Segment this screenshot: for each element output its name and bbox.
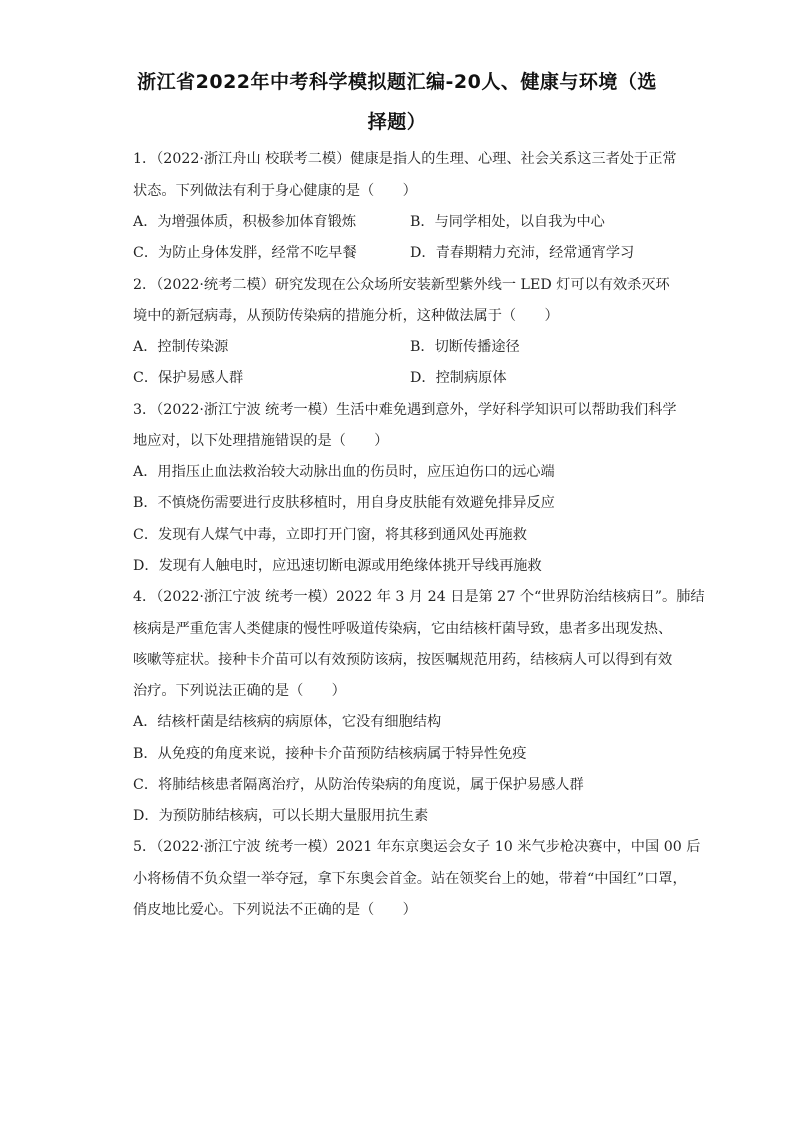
q2-option-a: A．控制传染源 [133, 339, 229, 355]
q4-line-2: 核病是严重危害人类健康的慢性呼吸道传染病，它由结核杆菌导致，患者多出现发热、 [133, 621, 673, 637]
q5-line-2: 小将杨倩不负众望一举夺冠，拿下东奥会首金。站在领奖台上的她，带着“中国红”口罩， [133, 871, 687, 887]
title-line-1: 浙江省2022年中考科学模拟题汇编-20人、健康与环境（选 [137, 71, 657, 93]
q4-option-a: A．结核杆菌是结核病的病原体，它没有细胞结构 [133, 714, 442, 730]
q5-line-1: 5．（2022·浙江宁波 统考一模）2021 年东京奥运会女子 10 米气步枪决赛中，中国 00 后 [133, 839, 701, 855]
q1-option-c: C．为防止身体发胖，经常不吃早餐 [133, 245, 357, 261]
q1-option-b: B．与同学相处，以自我为中心 [410, 214, 605, 230]
q4-line-1: 4．（2022·浙江宁波 统考一模）2022 年 3 月 24 日是第 27 个“世界防治结核病日”。肺结 [133, 589, 705, 605]
q3-option-a: A．用指压止血法救治较大动脉出血的伤员时，应压迫伤口的远心端 [133, 464, 555, 480]
q2-option-c: C．保护易感人群 [133, 370, 244, 386]
q3-option-c: C．发现有人煤气中毒，立即打开门窗，将其移到通风处再施救 [133, 527, 527, 543]
title-line-2: 择题） [367, 111, 427, 133]
q4-option-d: D．为预防肺结核病，可以长期大量服用抗生素 [133, 808, 429, 824]
q5-line-3: 俏皮地比爱心。下列说法不正确的是（ ） [133, 902, 417, 918]
q4-option-b: B．从免疫的角度来说，接种卡介苗预防结核病属于特异性免疫 [133, 746, 527, 762]
q1-line-2: 状态。下列做法有利于身心健康的是（ ） [133, 183, 417, 199]
q1-option-a: A．为增强体质，积极参加体育锻炼 [133, 214, 357, 230]
q3-line-1: 3．（2022·浙江宁波 统考一模）生活中难免遇到意外，学好科学知识可以帮助我们科学 [133, 402, 677, 418]
q1-line-1: 1．（2022·浙江舟山 校联考二模）健康是指人的生理、心理、社会关系这三者处于正常 [133, 151, 677, 167]
q3-option-d: D．发现有人触电时，应迅速切断电源或用绝缘体挑开导线再施救 [133, 558, 542, 574]
q2-line-2: 境中的新冠病毒，从预防传染病的措施分析，这种做法属于（ ） [133, 308, 559, 324]
q3-option-b: B．不慎烧伤需要进行皮肤移植时，用自身皮肤能有效避免排异反应 [133, 495, 555, 511]
q1-option-d: D．青春期精力充沛，经常通宵学习 [410, 245, 635, 261]
q3-line-2: 地应对，以下处理措施错误的是（ ） [133, 433, 389, 449]
q2-option-d: D．控制病原体 [410, 370, 507, 386]
q4-option-c: C．将肺结核患者隔离治疗，从防治传染病的角度说，属于保护易感人群 [133, 777, 584, 793]
q4-line-4: 治疗。下列说法正确的是（ ） [133, 683, 346, 699]
document-title [120, 62, 674, 142]
q4-line-3: 咳嗽等症状。接种卡介苗可以有效预防该病，按医嘱规范用药，结核病人可以得到有效 [133, 652, 673, 668]
q2-option-b: B．切断传播途径 [410, 339, 520, 355]
q2-line-1: 2．（2022·统考二模）研究发现在公众场所安装新型紫外线一 LED 灯可以有效杀灭环 [133, 277, 670, 293]
